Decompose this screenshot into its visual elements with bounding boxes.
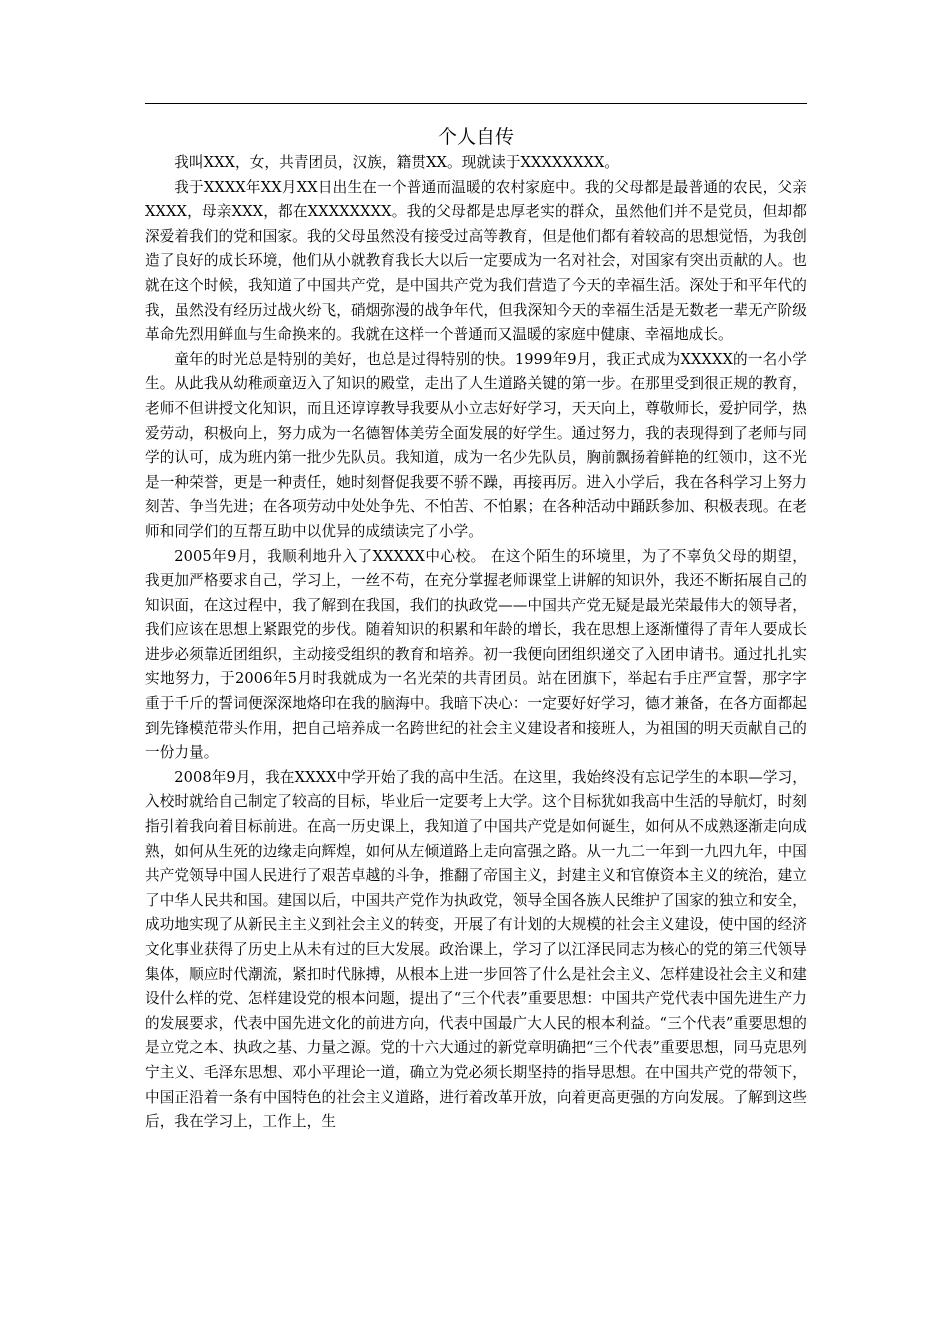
paragraph-primary-school: 童年的时光总是特别的美好，也总是过得特别的快。1999年9月，我正式成为XXXXX的一名小学生。从此我从幼稚顽童迈入了知识的殿堂，走出了人生道路关键的第一步。在那里受到很正规的教育，老师不但讲授文化知识，而且还谆谆教导我要从小立志好好学习，天天向上，尊敬师长，爱护同学，热爱劳动，积极向上，努力成为一名德智体美劳全面发展的好学生。通过努力，我的表现得到了老师与同学的认可，成为班内第一批少先队员。我知道，成为一名少先队员，胸前飘扬着鲜艳的红领巾，这不光是一种荣誉，更是一种责任，她时刻督促我要不骄不躁，再接再厉。进入小学后，我在各科学习上努力刻苦、争当先进；在各项劳动中处处争先、不怕苦、不怕累；在各种活动中踊跃参加、积极表现。在老师和同学们的互帮互助中以优异的成绩读完了小学。 — [145, 350, 807, 540]
paragraph-high-school: 2008年9月，我在XXXX中学开始了我的高中生活。在这里，我始终没有忘记学生的本职—学习，入校时就给自己制定了较高的目标，毕业后一定要考上大学。这个目标犹如我高中生活的导航灯，时刻指引着我向着目标前进。在高一历史课上，我知道了中国共产党是如何诞生，如何从不成熟逐渐走向成熟，如何从生死的边缘走向辉煌，如何从左倾道路上走向富强之路。从一九二一年到一九四九年，中国共产党领导中国人民进行了艰苦卓越的斗争，推翻了帝国主义，封建主义和官僚资本主义的统治，建立了中华人民共和国。建国以后，中国共产党作为执政党，领导全国各族人民维护了国家的独立和安全，成功地实现了从新民主主义到社会主义的转变，开展了有计划的大规模的社会主义建设，使中国的经济文化事业获得了历史上从未有过的巨大发展。政治课上，学习了以江泽民同志为核心的党的第三代领导集体，顺应时代潮流，紧扣时代脉搏，从根本上进一步回答了什么是社会主义、怎样建设社会主义和建设什么样的党、怎样建设党的根本问题，提出了“三个代表”重要思想：中国共产党代表中国先进生产力的发展要求，代表中国先进文化的前进方向，代表中国最广大人民的根本利益。“三个代表”重要思想的是立党之本、执政之基、力量之源。党的十六大通过的新党章明确把“三个代表”重要思想，同马克思列宁主义、毛泽东思想、邓小平理论一道，确立为党必须长期坚持的指导思想。在中国共产党的带领下，中国正沿着一条有中国特色的社会主义道路，进行着改革开放，向着更高更强的方向发展。了解到这些后，我在学习上，工作上，生 — [145, 768, 807, 1131]
document-title: 个人自传 — [437, 126, 514, 148]
header-rule — [145, 103, 807, 104]
document-page — [145, 0, 807, 1344]
paragraph-middle-school: 2005年9月，我顺利地升入了XXXXX中心校。 在这个陌生的环境里，为了不辜负父母的期望，我更加严格要求自己，学习上，一丝不苟，在充分掌握老师课堂上讲解的知识外，我还不断拓展自己的知识面，在这过程中，我了解到在我国，我们的执政党——中国共产党无疑是最光荣最伟大的领导者，我们应该在思想上紧跟党的步伐。随着知识的积累和年龄的增长，我在思想上逐渐懂得了青年人要成长进步必须靠近团组织，主动接受组织的教育和培养。初一我便向团组织递交了入团申请书。通过扎扎实实地努力，于2006年5月时我就成为一名光荣的共青团员。站在团旗下，举起右手庄严宣誓，那字字重于千斤的誓词便深深地烙印在我的脑海中。我暗下决心：一定要好好学习，德才兼备，在各方面都起到先锋模范带头作用，把自己培养成一名跨世纪的社会主义建设者和接班人，为祖国的明天贡献自己的一份力量。 — [145, 547, 807, 762]
paragraph-family: 我于XXXX年XX月XX日出生在一个普通而温暖的农村家庭中。我的父母都是最普通的农民，父亲XXXX，母亲XXX，都在XXXXXXXX。我的父母都是忠厚老实的群众，虽然他们并不是党员，但却都深爱着我们的党和国家。我的父母虽然没有接受过高等教育，但是他们都有着较高的思想觉悟，为我创造了良好的成长环境，他们从小就教育我长大以后一定要成为一名对社会，对国家有突出贡献的人。也就在这个时候，我知道了中国共产党，是中国共产党为我们营造了今天的幸福生活。深处于和平年代的我，虽然没有经历过战火纷飞，硝烟弥漫的战争年代，但我深知今天的幸福生活是无数老一辈无产阶级革命先烈用鲜血与生命换来的。我就在这样一个普通而又温暖的家庭中健康、幸福地成长。 — [145, 178, 807, 344]
document-body — [145, 151, 807, 1135]
paragraph-intro: 我叫XXX，女，共青团员，汉族，籍贯XX。现就读于XXXXXXXX。 — [174, 154, 620, 171]
